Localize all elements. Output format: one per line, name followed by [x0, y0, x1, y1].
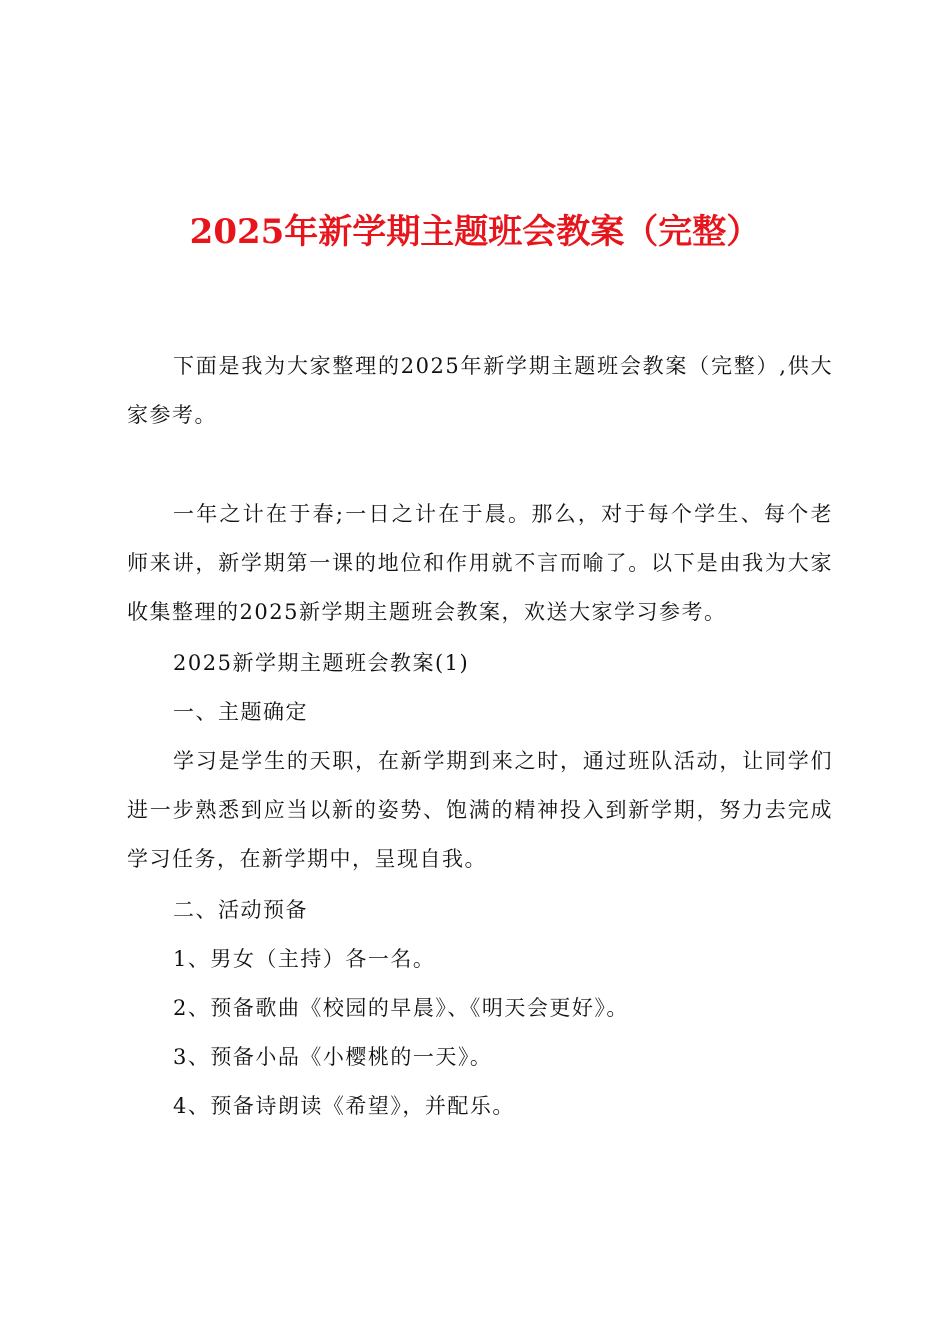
section-heading-preparation: 二、活动预备 — [173, 898, 308, 922]
lesson-heading: 2025新学期主题班会教案(1) — [173, 651, 470, 675]
opening-paragraph: 一年之计在于春;一日之计在于晨。那么，对于每个学生、每个老师来讲，新学期第一课的地位和作用就不言而喻了。以下是由我为大家收集整理的2025新学期主题班会教案，欢送大家学习参考。 — [127, 502, 833, 624]
list-item: 4、预备诗朗读《希望》，并配乐。 — [173, 1094, 515, 1118]
list-item: 3、预备小品《小樱桃的一天》。 — [173, 1045, 493, 1069]
section-heading-theme: 一、主题确定 — [173, 700, 308, 724]
list-item: 2、预备歌曲《校园的早晨》、《明天会更好》。 — [173, 996, 629, 1020]
intro-paragraph: 下面是我为大家整理的2025年新学期主题班会教案（完整）,供大家参考。 — [127, 354, 833, 427]
list-item: 1、男女（主持）各一名。 — [173, 947, 436, 971]
document-title: 2025年新学期主题班会教案（完整） — [189, 212, 761, 252]
theme-paragraph: 学习是学生的天职，在新学期到来之时，通过班队活动，让同学们进一步熟悉到应当以新的姿势、饱满的精神投入到新学期，努力去完成学习任务，在新学期中，呈现自我。 — [127, 749, 833, 871]
